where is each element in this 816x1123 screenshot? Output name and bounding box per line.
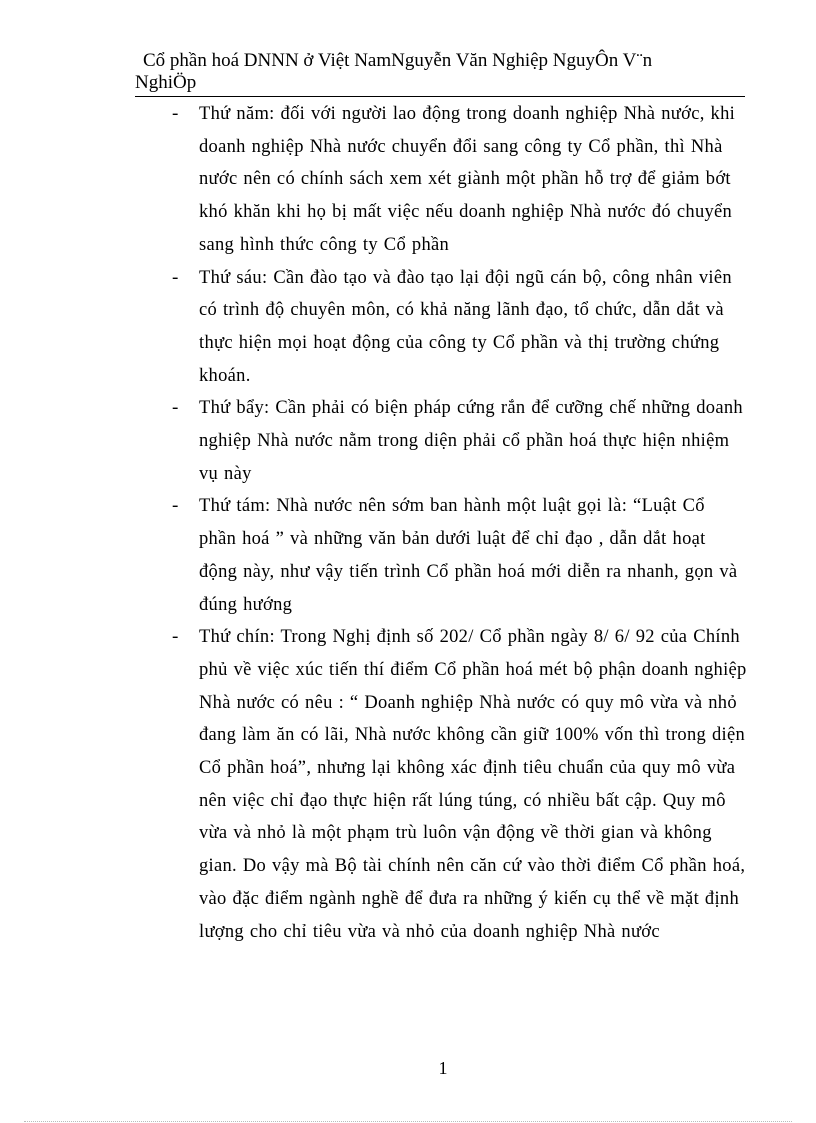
page-number: 1 — [438, 1058, 448, 1078]
list-item-thu-bay — [172, 392, 747, 490]
header-title-line2: NghiÖp — [135, 72, 197, 93]
list-item-thu-sau — [172, 262, 747, 393]
page-bottom-divider — [24, 1121, 792, 1122]
paragraph-text: Thứ chín: Trong Nghị định số 202/ Cổ phần ngày 8/ 6/ 92 của Chính phủ về việc xúc tiến thí điểm Cổ phần hoá mét bộ phận doanh nghiệp Nhà nước có nêu : “ Doanh nghiệp Nhà nước có quy mô vừa và nhỏ đang làm ăn có lãi, Nhà nước không cần giữ 100% vốn thì trong diện Cổ phần hoá”, nhưng lại không xác định tiêu chuẩn của quy mô vừa nên việc chỉ đạo thực hiện rất lúng túng, có nhiều bất cập. Quy mô vừa và nhỏ là một phạm trù luôn vận động về thời gian và không gian. Do vậy mà Bộ tài chính nên căn cứ vào thời điểm Cổ phần hoá, vào đặc điểm ngành nghề để đưa ra những ý kiến cụ thể về mặt định lượng cho chỉ tiêu vừa và nhỏ của doanh nghiệp Nhà nước — [199, 627, 747, 942]
paragraph-text: Thứ tám: Nhà nước nên sớm ban hành một luật gọi là: “Luật Cổ phần hoá ” và những văn bản dưới luật để chỉ đạo , dẫn dắt hoạt động này, như vậy tiến trình Cổ phần hoá mới diễn ra nhanh, gọn và đúng hướng — [199, 496, 738, 615]
list-item-thu-nam — [172, 98, 747, 262]
paragraph-text: Thứ năm: đối với người lao động trong doanh nghiệp Nhà nước, khi doanh nghiệp Nhà nước chuyển đổi sang công ty Cổ phần, thì Nhà nước nên có chính sách xem xét giành một phần hỗ trợ để giảm bớt khó khăn khi họ bị mất việc nếu doanh nghiệp Nhà nước đó chuyển sang hình thức công ty Cổ phần — [199, 104, 736, 255]
bullet-dash: - — [172, 266, 179, 288]
bullet-dash: - — [172, 495, 179, 517]
paragraph-text: Thứ sáu: Cần đào tạo và đào tạo lại đội ngũ cán bộ, công nhân viên có trình độ chuyên môn, có khả năng lãnh đạo, tổ chức, dẫn dắt và thực hiện mọi hoạt động của công ty Cổ phần và thị trường chứng khoán. — [199, 267, 732, 386]
bullet-dash: - — [172, 626, 179, 648]
paragraph-text: Thứ bẩy: Cần phải có biện pháp cứng rắn để cưỡng chế những doanh nghiệp Nhà nước nằm trong diện phải cổ phần hoá thực hiện nhiệm vụ này — [199, 398, 743, 484]
bullet-dash: - — [172, 103, 179, 124]
header-title-line1: Cổ phần hoá DNNN ở Việt NamNguyễn Văn Nghiệp NguyÔn V¨n — [143, 50, 653, 71]
list-item-thu-tam — [172, 490, 747, 621]
document-body — [172, 98, 747, 948]
bullet-dash: - — [172, 397, 179, 419]
page-header — [135, 50, 745, 97]
list-item-thu-chin — [172, 621, 747, 948]
